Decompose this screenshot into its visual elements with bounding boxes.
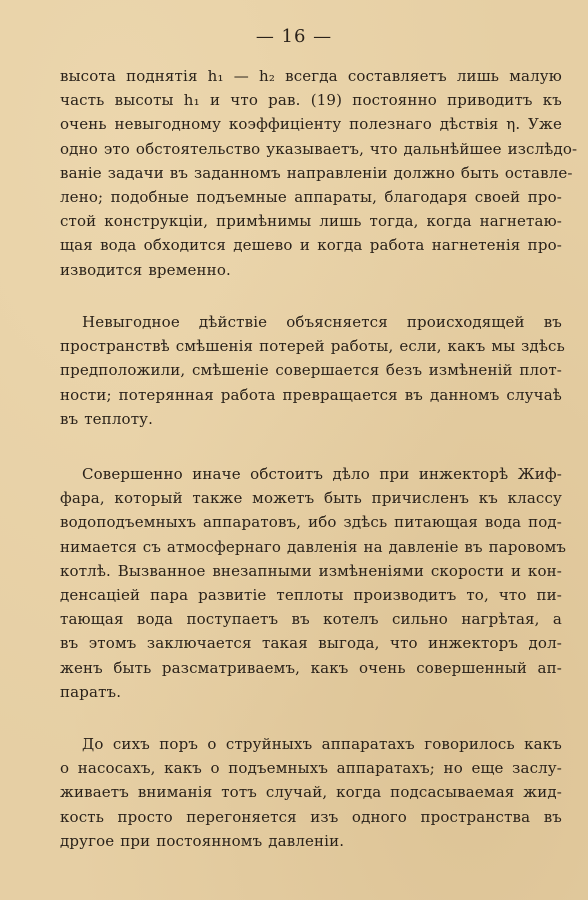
text-line: очень невыгодному коэффиціенту полезнаго дѣствія η. Уже bbox=[60, 115, 562, 134]
text-line: щая вода обходится дешево и когда работа нагнетенія про- bbox=[60, 236, 562, 255]
text-line: высота поднятія h₁ — h₂ всегда составляетъ лишь малую bbox=[60, 67, 562, 85]
text-line: предположили, смѣшеніе совершается безъ измѣненій плот- bbox=[60, 361, 562, 380]
text-line: ваніе задачи въ заданномъ направленіи должно быть оставле- bbox=[60, 163, 573, 182]
text-line: живаетъ вниманія тотъ случай, когда подсасываемая жид- bbox=[60, 783, 562, 802]
paragraph-4 bbox=[60, 732, 562, 853]
text-line: паратъ. bbox=[60, 682, 122, 701]
text-line: ности; потерянная работа превращается въ данномъ случаѣ bbox=[60, 385, 562, 404]
text-line: кость просто перегоняется изъ одного пространства въ bbox=[60, 807, 562, 826]
text-line: тающая вода поступаетъ въ котелъ сильно нагрѣтая, а bbox=[60, 610, 562, 629]
text-line: котлѣ. Вызванное внезапными измѣненіями скорости и кон- bbox=[60, 561, 562, 580]
text-line: нимается съ атмосфернаго давленія на давленіе въ паровомъ bbox=[60, 537, 567, 556]
text-line: часть высоты h₁ и что рав. (19) постоянно приводитъ къ bbox=[60, 91, 562, 110]
text-line: о насосахъ, какъ о подъемныхъ аппаратахъ; но еще заслу- bbox=[60, 759, 562, 778]
text-line: Совершенно иначе обстоитъ дѣло при инжекторѣ Жиф- bbox=[82, 465, 562, 483]
text-line: стой конструкціи, примѣнимы лишь тогда, когда нагнетаю- bbox=[60, 212, 562, 231]
text-line: лено; подобные подъемные аппараты, благодаря своей про- bbox=[60, 188, 562, 207]
text-line: другое при постоянномъ давленіи. bbox=[60, 831, 345, 850]
paragraph-1 bbox=[60, 64, 578, 282]
text-line: женъ быть разсматриваемъ, какъ очень совершенный ап- bbox=[60, 658, 562, 677]
paragraph-2 bbox=[60, 310, 565, 431]
text-line: изводится временно. bbox=[60, 260, 231, 279]
text-line: въ этомъ заключается такая выгода, что инжекторъ дол- bbox=[60, 634, 562, 653]
text-line: денсаціей пара развитіе теплоты производитъ то, что пи- bbox=[60, 586, 562, 605]
text-line: До сихъ поръ о струйныхъ аппаратахъ говорилось какъ bbox=[82, 735, 562, 753]
text-line: пространствѣ смѣшенія потерей работы, если, какъ мы здѣсь bbox=[60, 337, 565, 356]
text-line: Невыгодное дѣйствіе объясняется происходящей въ bbox=[82, 313, 562, 331]
paragraph-3 bbox=[60, 462, 567, 704]
text-line: одно это обстоятельство указываетъ, что дальнѣйшее изслѣдо- bbox=[60, 139, 578, 158]
text-line: въ теплоту. bbox=[60, 409, 154, 428]
text-line: водоподъемныхъ аппаратовъ, ибо здѣсь питающая вода под- bbox=[60, 513, 562, 532]
text-line: фара, который также можетъ быть причисленъ къ классу bbox=[60, 489, 562, 508]
page-number: — 16 — bbox=[255, 26, 333, 47]
